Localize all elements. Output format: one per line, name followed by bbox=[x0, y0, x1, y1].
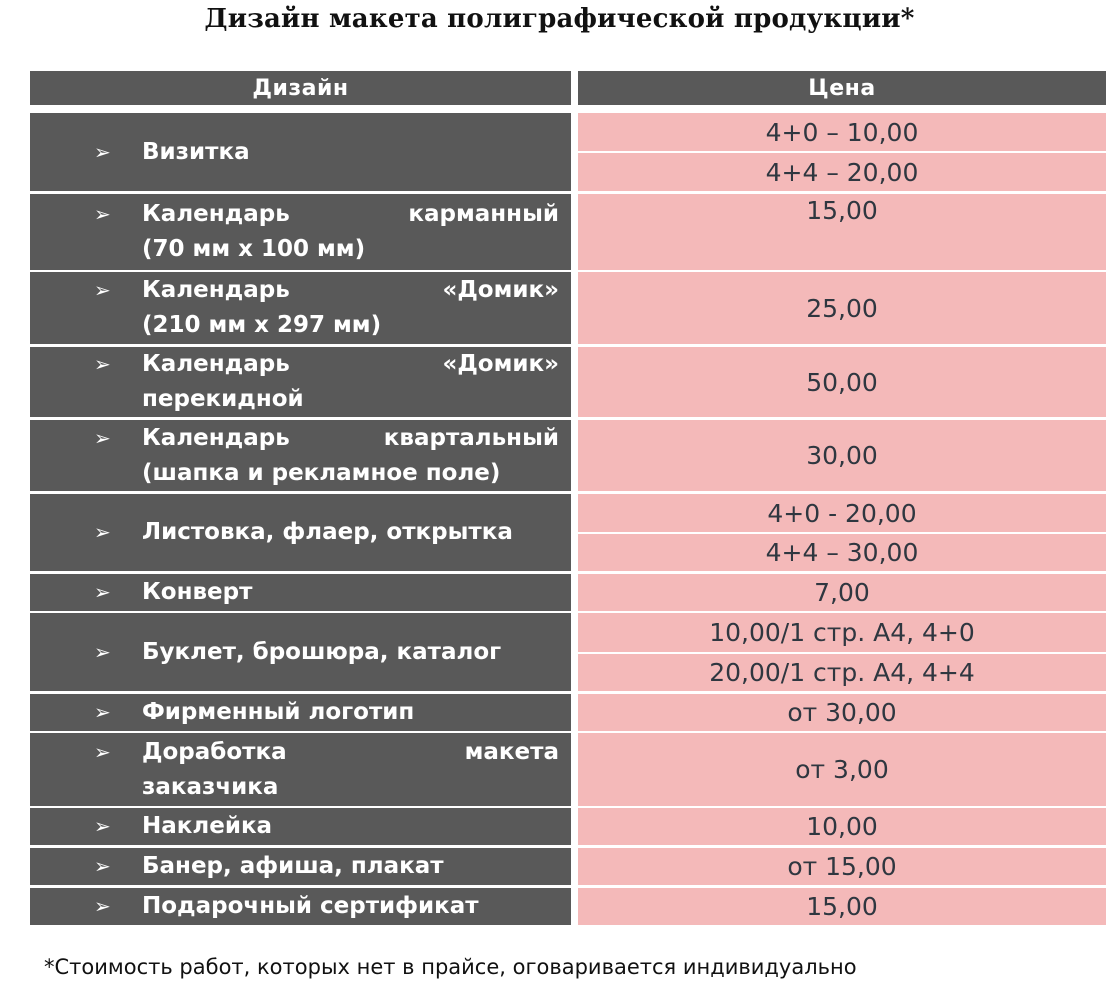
service-name-line: (70 мм х 100 мм) bbox=[142, 236, 366, 262]
service-name-cell bbox=[30, 347, 571, 417]
service-name-cell bbox=[30, 420, 571, 491]
service-name-line: Наклейка bbox=[142, 813, 273, 839]
bullet-arrow-icon: ➢ bbox=[94, 278, 111, 302]
bullet-arrow-icon: ➢ bbox=[94, 814, 111, 838]
service-name-cell bbox=[30, 613, 571, 691]
service-name-word: Доработка bbox=[142, 738, 287, 765]
column-header-price: Цена bbox=[578, 71, 1106, 105]
service-name-line bbox=[142, 273, 559, 308]
service-name-line: перекидной bbox=[142, 386, 304, 412]
service-name-line: Фирменный логотип bbox=[142, 699, 415, 725]
bullet-arrow-icon: ➢ bbox=[94, 352, 111, 376]
service-name bbox=[30, 849, 571, 884]
bullet-arrow-icon: ➢ bbox=[94, 202, 111, 226]
service-name-cell bbox=[30, 272, 571, 344]
service-name-word: Календарь bbox=[142, 424, 290, 451]
service-name-line bbox=[142, 197, 559, 232]
column-header-design: Дизайн bbox=[30, 71, 571, 105]
service-name-line: Буклет, брошюра, каталог bbox=[142, 638, 502, 665]
bullet-arrow-icon: ➢ bbox=[94, 580, 111, 604]
price-cell: 10,00/1 стр. А4, 4+0 bbox=[578, 613, 1106, 652]
service-name-word: карманный bbox=[408, 201, 559, 227]
service-name-cell bbox=[30, 888, 571, 925]
service-name-word: квартальный bbox=[383, 424, 559, 451]
service-name-line: Визитка bbox=[142, 138, 250, 165]
service-name-line: (210 мм х 297 мм) bbox=[142, 312, 382, 338]
service-name-line bbox=[142, 735, 559, 770]
service-name bbox=[30, 809, 571, 844]
price-cell: от 15,00 bbox=[578, 848, 1106, 885]
service-name-line: заказчика bbox=[142, 773, 279, 800]
price-cell: 15,00 bbox=[578, 194, 1106, 270]
service-name-cell bbox=[30, 694, 571, 731]
service-name-word: «Домик» bbox=[442, 277, 559, 303]
service-name bbox=[30, 515, 571, 550]
service-name-line bbox=[142, 347, 559, 382]
price-cell: 4+4 – 20,00 bbox=[578, 153, 1106, 191]
price-cell: от 30,00 bbox=[578, 694, 1106, 731]
price-cell: 4+0 - 20,00 bbox=[578, 494, 1106, 532]
price-cell: 50,00 bbox=[578, 347, 1106, 417]
service-name-line: Подарочный сертификат bbox=[142, 893, 479, 919]
service-name-cell bbox=[30, 733, 571, 806]
price-cell: 7,00 bbox=[578, 574, 1106, 611]
service-name-cell bbox=[30, 194, 571, 270]
service-name-line: Листовка, флаер, открытка bbox=[142, 519, 513, 545]
service-name bbox=[30, 347, 571, 417]
service-name-word: Календарь bbox=[142, 351, 290, 377]
service-name bbox=[30, 889, 571, 924]
service-name-cell bbox=[30, 848, 571, 885]
price-cell: 4+0 – 10,00 bbox=[578, 113, 1106, 151]
service-name-word: Календарь bbox=[142, 277, 290, 303]
price-cell: 15,00 bbox=[578, 888, 1106, 925]
service-name bbox=[30, 575, 571, 610]
service-name-cell bbox=[30, 494, 571, 571]
price-cell: 30,00 bbox=[578, 420, 1106, 491]
price-cell: 25,00 bbox=[578, 272, 1106, 344]
bullet-arrow-icon: ➢ bbox=[94, 854, 111, 878]
price-cell: 20,00/1 стр. А4, 4+4 bbox=[578, 654, 1106, 691]
bullet-arrow-icon: ➢ bbox=[94, 425, 111, 450]
service-name-line: (шапка и рекламное поле) bbox=[142, 459, 501, 486]
service-name bbox=[30, 635, 571, 670]
bullet-arrow-icon: ➢ bbox=[94, 139, 111, 164]
service-name-line: Конверт bbox=[142, 579, 253, 605]
service-name bbox=[30, 197, 571, 267]
service-name-cell bbox=[30, 113, 571, 191]
bullet-arrow-icon: ➢ bbox=[94, 894, 111, 918]
service-name bbox=[30, 273, 571, 343]
service-name-cell bbox=[30, 808, 571, 845]
service-name-line bbox=[142, 421, 559, 456]
service-name-word: Календарь bbox=[142, 201, 290, 227]
service-name bbox=[30, 135, 571, 170]
price-cell: 10,00 bbox=[578, 808, 1106, 845]
price-cell: 4+4 – 30,00 bbox=[578, 534, 1106, 571]
bullet-arrow-icon: ➢ bbox=[94, 700, 111, 724]
service-name-line: Банер, афиша, плакат bbox=[142, 853, 444, 879]
bullet-arrow-icon: ➢ bbox=[94, 639, 111, 664]
service-name-word: макета bbox=[464, 738, 559, 765]
service-name bbox=[30, 735, 571, 805]
footnote: *Стоимость работ, которых нет в прайсе, оговаривается индивидуально bbox=[44, 955, 857, 979]
service-name bbox=[30, 421, 571, 491]
service-name bbox=[30, 695, 571, 730]
bullet-arrow-icon: ➢ bbox=[94, 520, 111, 544]
page-title: Дизайн макета полиграфической продукции* bbox=[204, 4, 915, 34]
bullet-arrow-icon: ➢ bbox=[94, 739, 111, 764]
price-cell: от 3,00 bbox=[578, 733, 1106, 806]
service-name-word: «Домик» bbox=[442, 351, 559, 377]
service-name-cell bbox=[30, 574, 571, 611]
